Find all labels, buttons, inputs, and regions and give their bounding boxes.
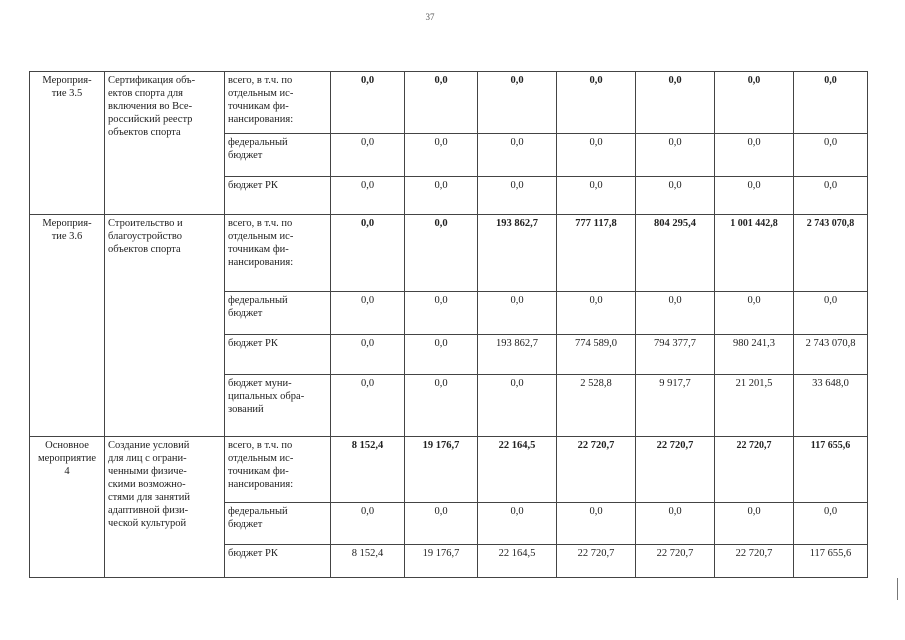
amount-cell: 0,0 [478,503,557,545]
amount-cell: 0,0 [715,503,794,545]
amount-cell: 0,0 [636,177,715,215]
amount-cell: 0,0 [794,292,868,335]
amount-cell: 22 720,7 [557,545,636,578]
amount-cell: 19 176,7 [405,545,478,578]
amount-cell: 2 743 070,8 [794,215,868,292]
amount-cell: 804 295,4 [636,215,715,292]
amount-cell: 0,0 [557,177,636,215]
amount-cell: 8 152,4 [331,545,405,578]
measure-id: Мероприя- тие 3.5 [30,72,105,215]
funding-source: бюджет РК [225,545,331,578]
amount-cell: 0,0 [557,72,636,134]
amount-cell: 0,0 [478,134,557,177]
amount-cell: 0,0 [331,134,405,177]
amount-cell: 0,0 [331,375,405,437]
amount-cell: 0,0 [405,134,478,177]
amount-cell: 8 152,4 [331,437,405,503]
amount-cell: 0,0 [715,292,794,335]
amount-cell: 2 528,8 [557,375,636,437]
total-row [30,437,868,503]
amount-cell: 0,0 [405,375,478,437]
funding-source: бюджет муни- ципальных обра- зований [225,375,331,437]
funding-source: федеральный бюджет [225,292,331,335]
measure-description: Сертификация объ- ектов спорта для включения во Все- российский реестр объектов спорта [105,72,225,215]
amount-cell: 0,0 [478,375,557,437]
amount-cell: 0,0 [405,177,478,215]
amount-cell: 0,0 [636,292,715,335]
amount-cell: 117 655,6 [794,545,868,578]
measure-id: Основное мероприятие 4 [30,437,105,578]
amount-cell: 193 862,7 [478,215,557,292]
amount-cell: 0,0 [636,503,715,545]
amount-cell: 22 720,7 [557,437,636,503]
amount-cell: 19 176,7 [405,437,478,503]
amount-cell: 22 720,7 [636,437,715,503]
amount-cell: 0,0 [478,72,557,134]
measure-id: Мероприя- тие 3.6 [30,215,105,437]
funding-source: всего, в т.ч. по отдельным ис- точникам фи- нансирования: [225,215,331,292]
amount-cell: 0,0 [478,292,557,335]
amount-cell: 0,0 [557,503,636,545]
amount-cell: 22 720,7 [636,545,715,578]
amount-cell: 0,0 [331,503,405,545]
amount-cell: 0,0 [636,72,715,134]
amount-cell: 22 164,5 [478,437,557,503]
amount-cell: 2 743 070,8 [794,335,868,375]
amount-cell: 0,0 [331,292,405,335]
amount-cell: 0,0 [405,215,478,292]
financing-table [29,71,868,578]
amount-cell: 9 917,7 [636,375,715,437]
amount-cell: 774 589,0 [557,335,636,375]
amount-cell: 0,0 [405,292,478,335]
amount-cell: 777 117,8 [557,215,636,292]
amount-cell: 22 720,7 [715,545,794,578]
amount-cell: 1 001 442,8 [715,215,794,292]
amount-cell: 980 241,3 [715,335,794,375]
funding-source: всего, в т.ч. по отдельным ис- точникам фи- нансирования: [225,72,331,134]
amount-cell: 0,0 [636,134,715,177]
amount-cell: 0,0 [405,503,478,545]
amount-cell: 0,0 [715,177,794,215]
amount-cell: 21 201,5 [715,375,794,437]
amount-cell: 0,0 [405,335,478,375]
funding-source: федеральный бюджет [225,503,331,545]
total-row [30,215,868,292]
amount-cell: 117 655,6 [794,437,868,503]
measure-description: Создание условий для лиц с ограни- ченными физиче- скими возможно- стями для занятий адаптивной физи- ческой культурой [105,437,225,578]
amount-cell: 0,0 [794,177,868,215]
amount-cell: 193 862,7 [478,335,557,375]
amount-cell: 0,0 [557,134,636,177]
total-row [30,72,868,134]
amount-cell: 0,0 [715,134,794,177]
amount-cell: 0,0 [478,177,557,215]
amount-cell: 0,0 [794,134,868,177]
amount-cell: 33 648,0 [794,375,868,437]
measure-description: Строительство и благоустройство объектов спорта [105,215,225,437]
funding-source: бюджет РК [225,335,331,375]
amount-cell: 0,0 [331,177,405,215]
page-number: 37 [425,12,435,22]
funding-source: всего, в т.ч. по отдельным ис- точникам фи- нансирования: [225,437,331,503]
amount-cell: 0,0 [405,72,478,134]
amount-cell: 0,0 [794,503,868,545]
amount-cell: 22 720,7 [715,437,794,503]
funding-source: бюджет РК [225,177,331,215]
amount-cell: 0,0 [331,335,405,375]
amount-cell: 0,0 [331,72,405,134]
amount-cell: 22 164,5 [478,545,557,578]
amount-cell: 0,0 [557,292,636,335]
amount-cell: 794 377,7 [636,335,715,375]
amount-cell: 0,0 [794,72,868,134]
margin-mark [897,578,898,600]
amount-cell: 0,0 [715,72,794,134]
funding-source: федеральный бюджет [225,134,331,177]
amount-cell: 0,0 [331,215,405,292]
